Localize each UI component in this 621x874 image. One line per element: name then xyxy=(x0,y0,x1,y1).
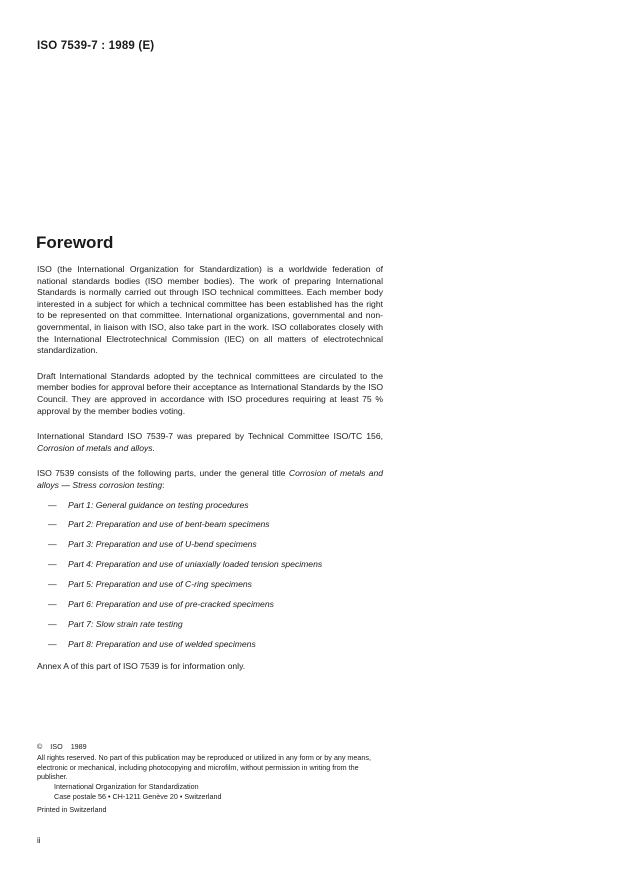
paragraph-annex: Annex A of this part of ISO 7539 is for information only. xyxy=(37,660,246,671)
list-item xyxy=(37,559,383,579)
list-item xyxy=(37,579,383,599)
list-dash: — xyxy=(48,519,57,530)
part-label: Part 2: Preparation and use of bent-beam specimens xyxy=(68,519,270,530)
list-item xyxy=(37,639,383,659)
list-dash: — xyxy=(48,618,57,629)
part-label: Part 1: General guidance on testing procedures xyxy=(68,499,249,510)
copyright-footer xyxy=(37,742,383,815)
committee-title: Corrosion of metals and alloys. xyxy=(37,442,155,453)
part-label: Part 3: Preparation and use of U-bend specimens xyxy=(68,539,257,550)
paragraph-draft-standards: Draft International Standards adopted by the technical committees are circulated to the member bodies for approval before their acceptance as International Standards by the ISO Council. They are approved in accordance with ISO procedures requiring at least 75 % approval by the member bodies voting. xyxy=(37,370,383,416)
list-item xyxy=(37,599,383,619)
list-item xyxy=(37,619,383,639)
list-dash: — xyxy=(48,579,57,590)
list-dash: — xyxy=(48,559,57,570)
copyright-org: ISO xyxy=(50,742,63,751)
standard-header: ISO 7539-7 : 1989 (E) xyxy=(37,40,155,52)
copyright-line xyxy=(37,742,383,752)
list-item xyxy=(37,539,383,559)
copyright-year: 1989 xyxy=(70,742,87,751)
foreword-body xyxy=(37,264,383,672)
foreword-title: Foreword xyxy=(36,233,114,252)
prepared-by-text: International Standard ISO 7539-7 was prepared by Technical Committee ISO/TC 156, xyxy=(37,431,383,442)
parts-intro-text: ISO 7539 consists of the following parts, under the general title xyxy=(37,468,286,479)
part-label: Part 4: Preparation and use of uniaxially loaded tension specimens xyxy=(68,559,323,570)
part-label: Part 6: Preparation and use of pre-cracked specimens xyxy=(68,598,274,609)
paragraph-parts-intro xyxy=(37,468,383,491)
list-item xyxy=(37,500,383,520)
list-dash: — xyxy=(48,598,57,609)
organization-block xyxy=(37,782,383,802)
list-item xyxy=(37,519,383,539)
list-dash: — xyxy=(48,638,57,649)
rights-statement: All rights reserved. No part of this publication may be reproduced or utilized in any form or by any means, electronic or mechanical, including photocopying and microfilm, without permission in writing from the publisher. xyxy=(37,752,371,782)
printed-in: Printed in Switzerland xyxy=(37,804,107,814)
list-dash: — xyxy=(48,499,57,510)
parts-intro-end: : xyxy=(162,479,165,490)
copyright-symbol: © xyxy=(37,742,43,751)
parts-list xyxy=(37,500,383,659)
paragraph-iso-intro: ISO (the International Organization for Standardization) is a worldwide federation of national standards bodies (ISO member bodies). The work of preparing International Standards is normally carried out through ISO technical committees. Each member body interested in a subject for which a technical committee has been established has the right to be represented on that committee. International organizations, governmental and non-governmental, in liaison with ISO, also take part in the work. ISO collaborates closely with the International Electrotechnical Commission (IEC) on all matters of electrotechnical standardization. xyxy=(37,264,383,356)
part-label: Part 8: Preparation and use of welded specimens xyxy=(68,638,256,649)
list-dash: — xyxy=(48,539,57,550)
organization-address: Case postale 56 • CH-1211 Genève 20 • Switzerland xyxy=(54,791,222,801)
part-label: Part 7: Slow strain rate testing xyxy=(68,618,183,629)
general-title: Corrosion of metals and alloys — Stress corrosion testing xyxy=(37,468,384,490)
page-number: ii xyxy=(37,836,41,845)
part-label: Part 5: Preparation and use of C-ring specimens xyxy=(68,579,252,590)
organization-name: International Organization for Standardization xyxy=(54,782,199,792)
paragraph-prepared-by xyxy=(37,431,383,454)
